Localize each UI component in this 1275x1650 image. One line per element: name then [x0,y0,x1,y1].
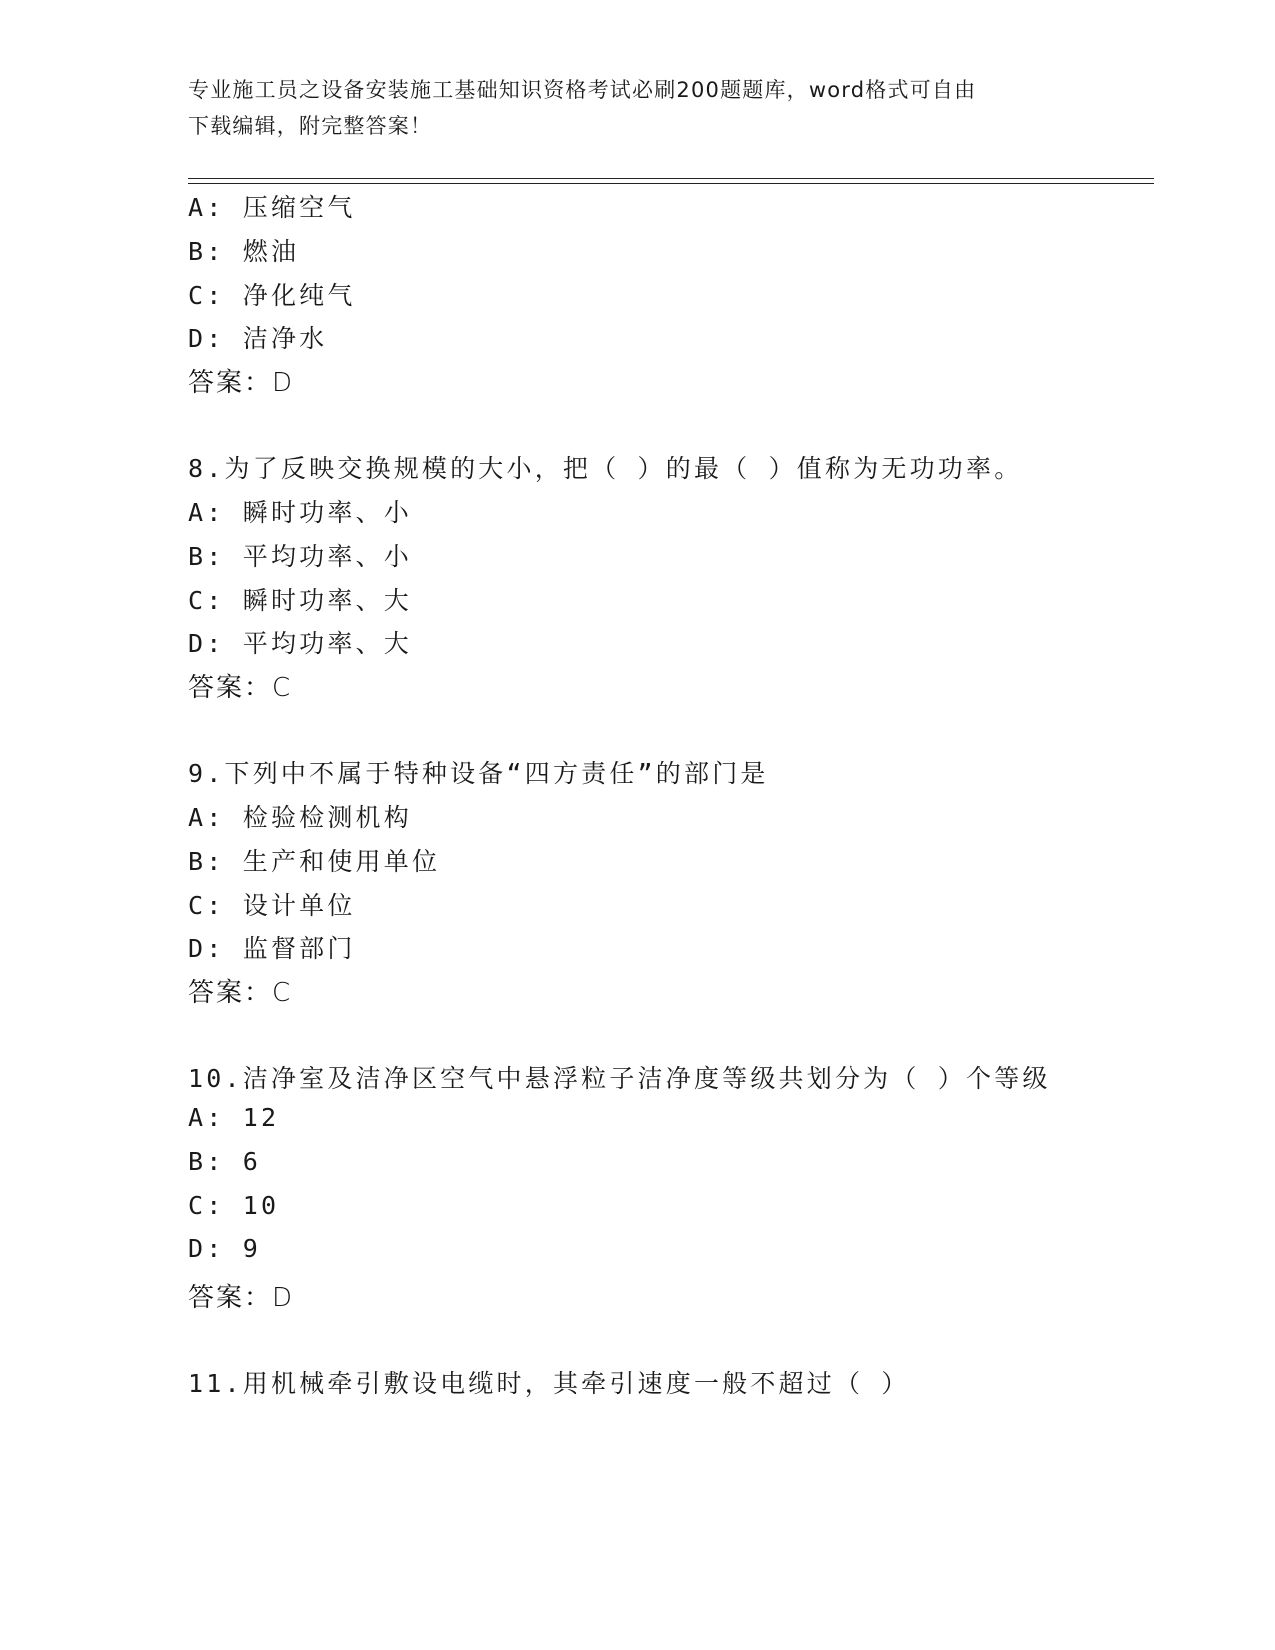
q10-question: 10.洁净室及洁净区空气中悬浮粒子洁净度等级共划分为（ ）个等级 [188,1064,1051,1093]
q9-option-b: B: 生产和使用单位 [188,847,441,876]
q8-option-b: B: 平均功率、小 [188,542,412,571]
q7-option-a: A: 压缩空气 [188,193,356,222]
q11-question: 11.用机械牵引敷设电缆时，其牵引速度一般不超过（ ） [188,1369,910,1398]
header-title-line-1: 专业施工员之设备安装施工基础知识资格考试必刷200题题库，word格式可自由 [188,78,977,102]
header-title-line-2: 下载编辑，附完整答案！ [188,114,433,138]
q7-answer: 答案：D [188,368,295,398]
q9-option-c: C: 设计单位 [188,891,356,920]
q7-option-b: B: 燃油 [188,237,300,266]
q8-option-d: D: 平均功率、大 [188,629,412,658]
q10-answer: 答案：D [188,1283,295,1313]
q8-answer: 答案：C [188,673,293,703]
q9-option-d: D: 监督部门 [188,934,356,963]
q10-option-d: D: 9 [188,1234,262,1263]
q8-question: 8.为了反映交换规模的大小，把（ ）的最（ ）值称为无功功率。 [188,454,1023,483]
q10-option-c: C: 10 [188,1191,280,1220]
q10-option-a: A: 12 [188,1103,280,1132]
q10-option-b: B: 6 [188,1147,262,1176]
q9-option-a: A: 检验检测机构 [188,803,412,832]
q8-option-c: C: 瞬时功率、大 [188,586,412,615]
header-divider-bottom [188,183,1154,184]
q7-option-d: D: 洁净水 [188,324,328,353]
q9-question: 9.下列中不属于特种设备“四方责任”的部门是 [188,759,769,788]
q8-option-a: A: 瞬时功率、小 [188,498,412,527]
q9-answer: 答案：C [188,978,293,1008]
q7-option-c: C: 净化纯气 [188,281,356,310]
header-divider-top [188,178,1154,179]
document-header [188,72,1068,144]
